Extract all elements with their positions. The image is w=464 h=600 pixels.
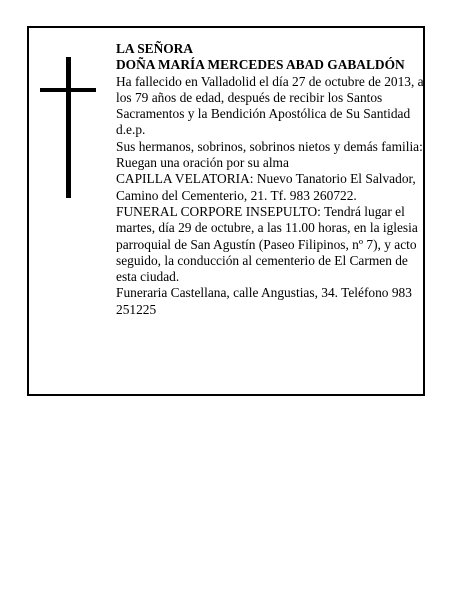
funeral-home-info: Funeraria Castellana, calle Angustias, 34. Teléfono 983 251225 xyxy=(116,285,412,317)
cross-vertical-bar xyxy=(66,57,71,198)
obituary-notice xyxy=(27,26,425,396)
notice-title: LA SEÑORA xyxy=(116,41,194,56)
cross-horizontal-bar xyxy=(40,88,96,92)
deceased-name: DOÑA MARÍA MERCEDES ABAD GABALDÓN xyxy=(116,57,405,73)
death-announcement: Ha fallecido en Valladolid el día 27 de octubre de 2013, a los 79 años de edad, después de recibir los Santos Sacramentos y la Bendición Apostólica de Su Santidad d.e.p. xyxy=(116,73,424,138)
funeral-info: FUNERAL CORPORE INSEPULTO: Tendrá lugar el martes, día 29 de octubre, a las 11.00 horas, en la iglesia parroquial de San Agustín (Paseo Filipinos, nº 7), y acto seguido, la conducción al cementerio de El Carmen de esta ciudad. xyxy=(116,203,418,285)
prayer-request: Ruegan una oración por su alma xyxy=(116,155,289,171)
notice-text xyxy=(116,41,424,318)
chapel-info: CAPILLA VELATORIA: Nuevo Tanatorio El Salvador, Camino del Cementerio, 21. Tf. 983 260722. xyxy=(116,171,416,203)
family-line: Sus hermanos, sobrinos, sobrinos nietos y demás familia: xyxy=(116,138,423,154)
cross-icon xyxy=(40,57,96,198)
